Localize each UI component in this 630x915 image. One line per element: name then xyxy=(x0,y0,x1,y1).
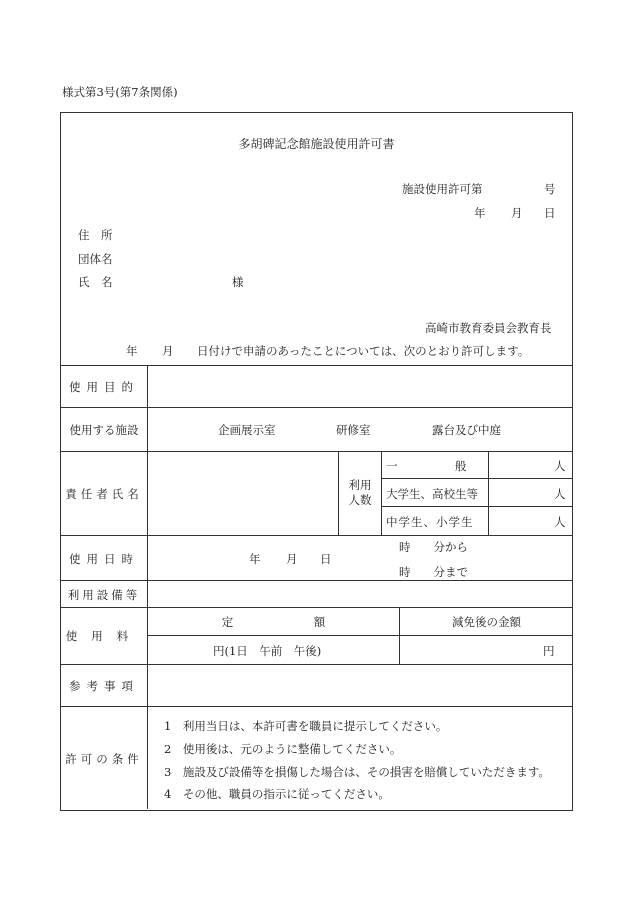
intro-year: 年 xyxy=(126,344,138,358)
divider xyxy=(60,451,573,452)
condition-item: 2 使用後は、元のように整備してください。 xyxy=(164,742,402,756)
category-general: 一 般 xyxy=(386,459,467,473)
equipment-label: 利用設備等 xyxy=(67,588,141,602)
facility-option-exhibition-room[interactable]: 企画展示室 xyxy=(218,423,276,437)
divider xyxy=(488,451,489,535)
divider xyxy=(147,635,573,636)
use-month: 月 xyxy=(286,552,298,566)
unit-person: 人 xyxy=(554,459,566,473)
permit-number-prefix: 施設使用許可第 xyxy=(402,182,483,196)
facility-option-terrace-courtyard[interactable]: 露台及び中庭 xyxy=(432,423,501,437)
condition-item: 4 その他、職員の指示に従ってください。 xyxy=(164,787,390,801)
unit-person: 人 xyxy=(554,515,566,529)
category-university-high: 大学生、高校生等 xyxy=(386,487,478,501)
purpose-label: 使用目的 xyxy=(69,380,139,394)
condition-item: 3 施設及び設備等を損傷した場合は、その損害を賠償していただきます。 xyxy=(164,765,550,779)
divider xyxy=(60,664,573,665)
divider xyxy=(381,478,573,479)
condition-item: 1 利用当日は、本許可書を職員に提示してください。 xyxy=(164,719,448,733)
category-junior-elementary: 中学生、小学生 xyxy=(386,515,474,529)
intro-text: 日付けで申請のあったことについては、次のとおり許可します。 xyxy=(197,344,530,358)
divider xyxy=(381,506,573,507)
fixed-fee-header: 定 額 xyxy=(221,615,326,629)
fixed-fee-value: 円(1日 午前 午後) xyxy=(213,644,322,658)
form-title: 多胡碑記念館施設使用許可書 xyxy=(238,137,395,151)
date-month: 月 xyxy=(511,206,523,220)
name-label: 氏 名 xyxy=(78,275,113,289)
time-to: 時 分まで xyxy=(399,565,468,579)
intro-month: 月 xyxy=(162,344,174,358)
form-number: 様式第3号(第7条関係) xyxy=(62,85,178,99)
datetime-label: 使用日時 xyxy=(69,552,139,566)
facility-label: 使用する施設 xyxy=(69,423,139,437)
divider xyxy=(60,706,573,707)
permit-number-suffix: 号 xyxy=(544,182,556,196)
unit-person: 人 xyxy=(554,487,566,501)
divider xyxy=(60,535,573,536)
address-label: 住 所 xyxy=(78,228,113,242)
reduced-fee-header: 減免後の金額 xyxy=(452,615,521,629)
fee-label: 使用料 xyxy=(65,629,143,643)
divider xyxy=(60,580,573,581)
group-label: 団体名 xyxy=(78,252,113,266)
facility-option-training-room[interactable]: 研修室 xyxy=(336,423,371,437)
date-day: 日 xyxy=(544,206,556,220)
date-year: 年 xyxy=(474,206,486,220)
honorific: 様 xyxy=(232,275,244,289)
notes-label: 参考事項 xyxy=(69,679,139,693)
use-year: 年 xyxy=(249,552,261,566)
time-from: 時 分から xyxy=(399,540,468,554)
divider xyxy=(60,365,573,366)
conditions-label: 許可の条件 xyxy=(65,752,143,766)
divider xyxy=(60,607,573,608)
user-count-label: 利用 人数 xyxy=(348,478,372,507)
responsible-label: 責任者氏名 xyxy=(65,487,143,501)
reduced-fee-unit: 円 xyxy=(543,644,555,658)
issuer: 高崎市教育委員会教育長 xyxy=(425,321,552,335)
use-day: 日 xyxy=(320,552,332,566)
divider xyxy=(60,407,573,408)
